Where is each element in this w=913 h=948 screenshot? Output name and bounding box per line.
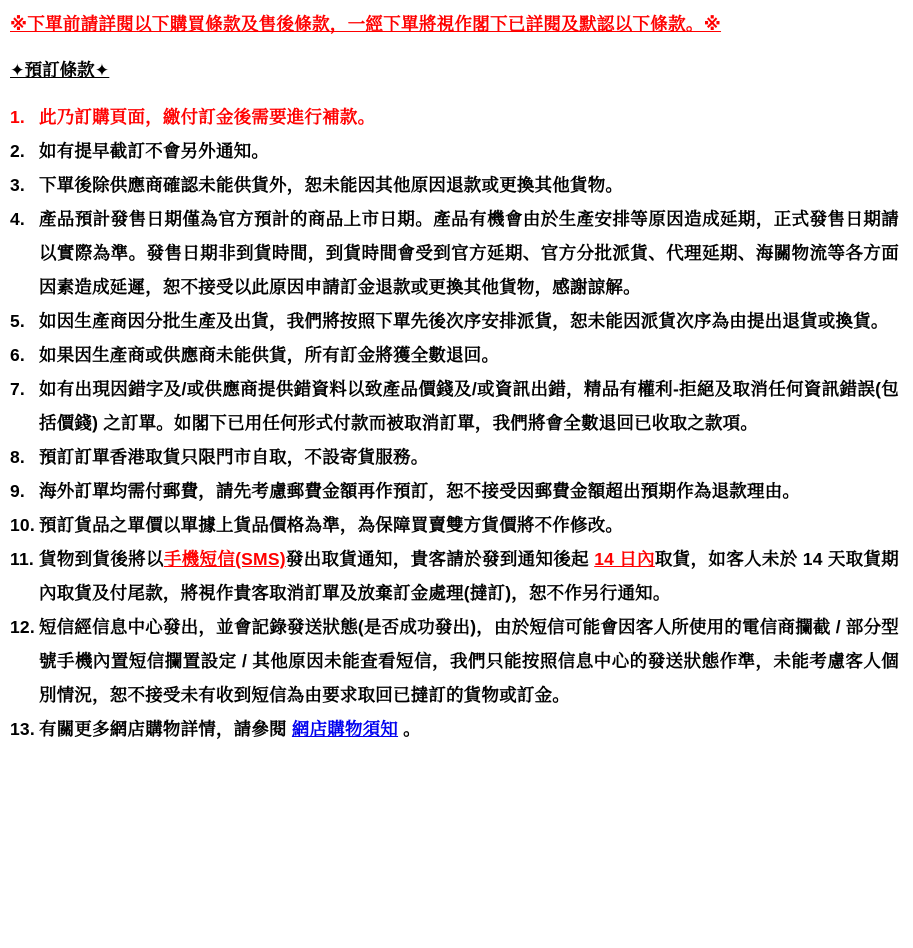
term-text: [39, 209, 899, 297]
term-number: 8.: [10, 447, 25, 467]
term-text: [39, 447, 428, 467]
term-number: 2.: [10, 141, 25, 161]
term-text-segment: 如果因生產商或供應商未能供貨，所有訂金將獲全數退回。: [39, 345, 500, 365]
term-text: [39, 141, 269, 161]
warning-header: ※下單前請詳閱以下購買條款及售後條款，一經下單將視作閣下已詳閱及默認以下條款。※: [10, 14, 722, 34]
term-text-segment: 海外訂單均需付郵費，請先考慮郵費金額再作預訂，恕不接受因郵費金額超出預期作為退款理由。: [39, 481, 801, 501]
term-item: [10, 610, 899, 712]
term-item: [10, 168, 899, 202]
term-item: [10, 202, 899, 304]
section-title: ✦預訂條款✦: [10, 60, 110, 80]
term-text: [39, 617, 899, 705]
term-item: [10, 338, 899, 372]
term-number: 7.: [10, 379, 25, 399]
term-text-segment: 預訂貨品之單價以單據上貨品價格為準，為保障買賣雙方貨價將不作修改。: [39, 515, 624, 535]
highlighted-term-text: 手機短信(SMS): [163, 549, 286, 569]
term-number: 5.: [10, 311, 25, 331]
term-text-segment: 取貨，如客人未於 14 天取貨期內取貨及付尾款，將視作貴客取消訂單及放棄訂金處理(撻訂)，恕不作另行通知。: [39, 549, 900, 603]
term-number: 1.: [10, 107, 25, 127]
term-item: [10, 542, 899, 610]
term-text: [39, 515, 623, 535]
term-text-segment: 。: [398, 719, 421, 739]
term-text-segment: 此乃訂購頁面，繳付訂金後需要進行補款。: [39, 107, 376, 127]
term-number: 6.: [10, 345, 25, 365]
term-text-segment: 發出取貨通知，貴客請於發到通知後起: [285, 549, 595, 569]
term-text: [39, 311, 889, 331]
term-text-segment: 產品預計發售日期僅為官方預計的商品上市日期。產品有機會由於生產安排等原因造成延期，正式發售日期請以實際為準。發售日期非到貨時間，到貨時間會受到官方延期、官方分批派貨、代理延期、海關物流等各方面因素造成延遲，恕不接受以此原因申請訂金退款或更換其他貨物，感謝諒解。: [39, 209, 899, 297]
shop-guide-link[interactable]: 網店購物須知: [291, 719, 399, 739]
term-text: [39, 345, 499, 365]
term-text: [39, 175, 623, 195]
term-item: [10, 134, 899, 168]
term-text-segment: 短信經信息中心發出，並會記錄發送狀態(是否成功發出)，由於短信可能會因客人所使用的電信商攔截 / 部分型號手機內置短信攔置設定 / 其他原因未能查看短信，我們只能按照信息中心的發送狀態作準，未能考慮客人個別情況，恕不接受未有收到短信為由要求取回已撻訂的貨物或訂金。: [39, 617, 899, 705]
term-item: [10, 372, 899, 440]
term-text-segment: 如因生產商因分批生產及出貨，我們將按照下單先後次序安排派貨，恕未能因派貨次序為由提出退貨或換貨。: [39, 311, 889, 331]
term-item: [10, 440, 899, 474]
term-number: 13.: [10, 719, 35, 739]
term-number: 4.: [10, 209, 25, 229]
term-text-segment: 如有出現因錯字及/或供應商提供錯資料以致產品價錢及/或資訊出錯，精品有權利-拒絕及取消任何資訊錯誤(包括價錢) 之訂單。如閣下已用任何形式付款而被取消訂單，我們將會全數退回已收取之款項。: [39, 379, 899, 433]
term-text: [39, 549, 899, 603]
term-number: 10.: [10, 515, 35, 535]
term-item: [10, 304, 899, 338]
term-item: [10, 100, 899, 134]
term-text: [39, 719, 421, 739]
term-text: [39, 379, 899, 433]
term-item: [10, 474, 899, 508]
term-number: 12.: [10, 617, 35, 637]
highlighted-term-text: 14 日內: [594, 549, 655, 569]
term-number: 3.: [10, 175, 25, 195]
term-item: [10, 508, 899, 542]
term-text-segment: 預訂訂單香港取貨只限門市自取，不設寄貨服務。: [39, 447, 429, 467]
term-text-segment: 如有提早截訂不會另外通知。: [39, 141, 270, 161]
term-text-segment: 貨物到貨後將以: [39, 549, 164, 569]
preorder-terms-document: [10, 12, 899, 746]
term-text: [39, 107, 375, 127]
term-number: 11.: [10, 549, 34, 569]
term-text: [39, 481, 800, 501]
term-text-segment: 有關更多網店購物詳情，請參閱: [39, 719, 292, 739]
term-number: 9.: [10, 481, 25, 501]
term-text-segment: 下單後除供應商確認未能供貨外，恕未能因其他原因退款或更換其他貨物。: [39, 175, 624, 195]
term-item: [10, 712, 899, 746]
terms-list: [10, 100, 899, 746]
